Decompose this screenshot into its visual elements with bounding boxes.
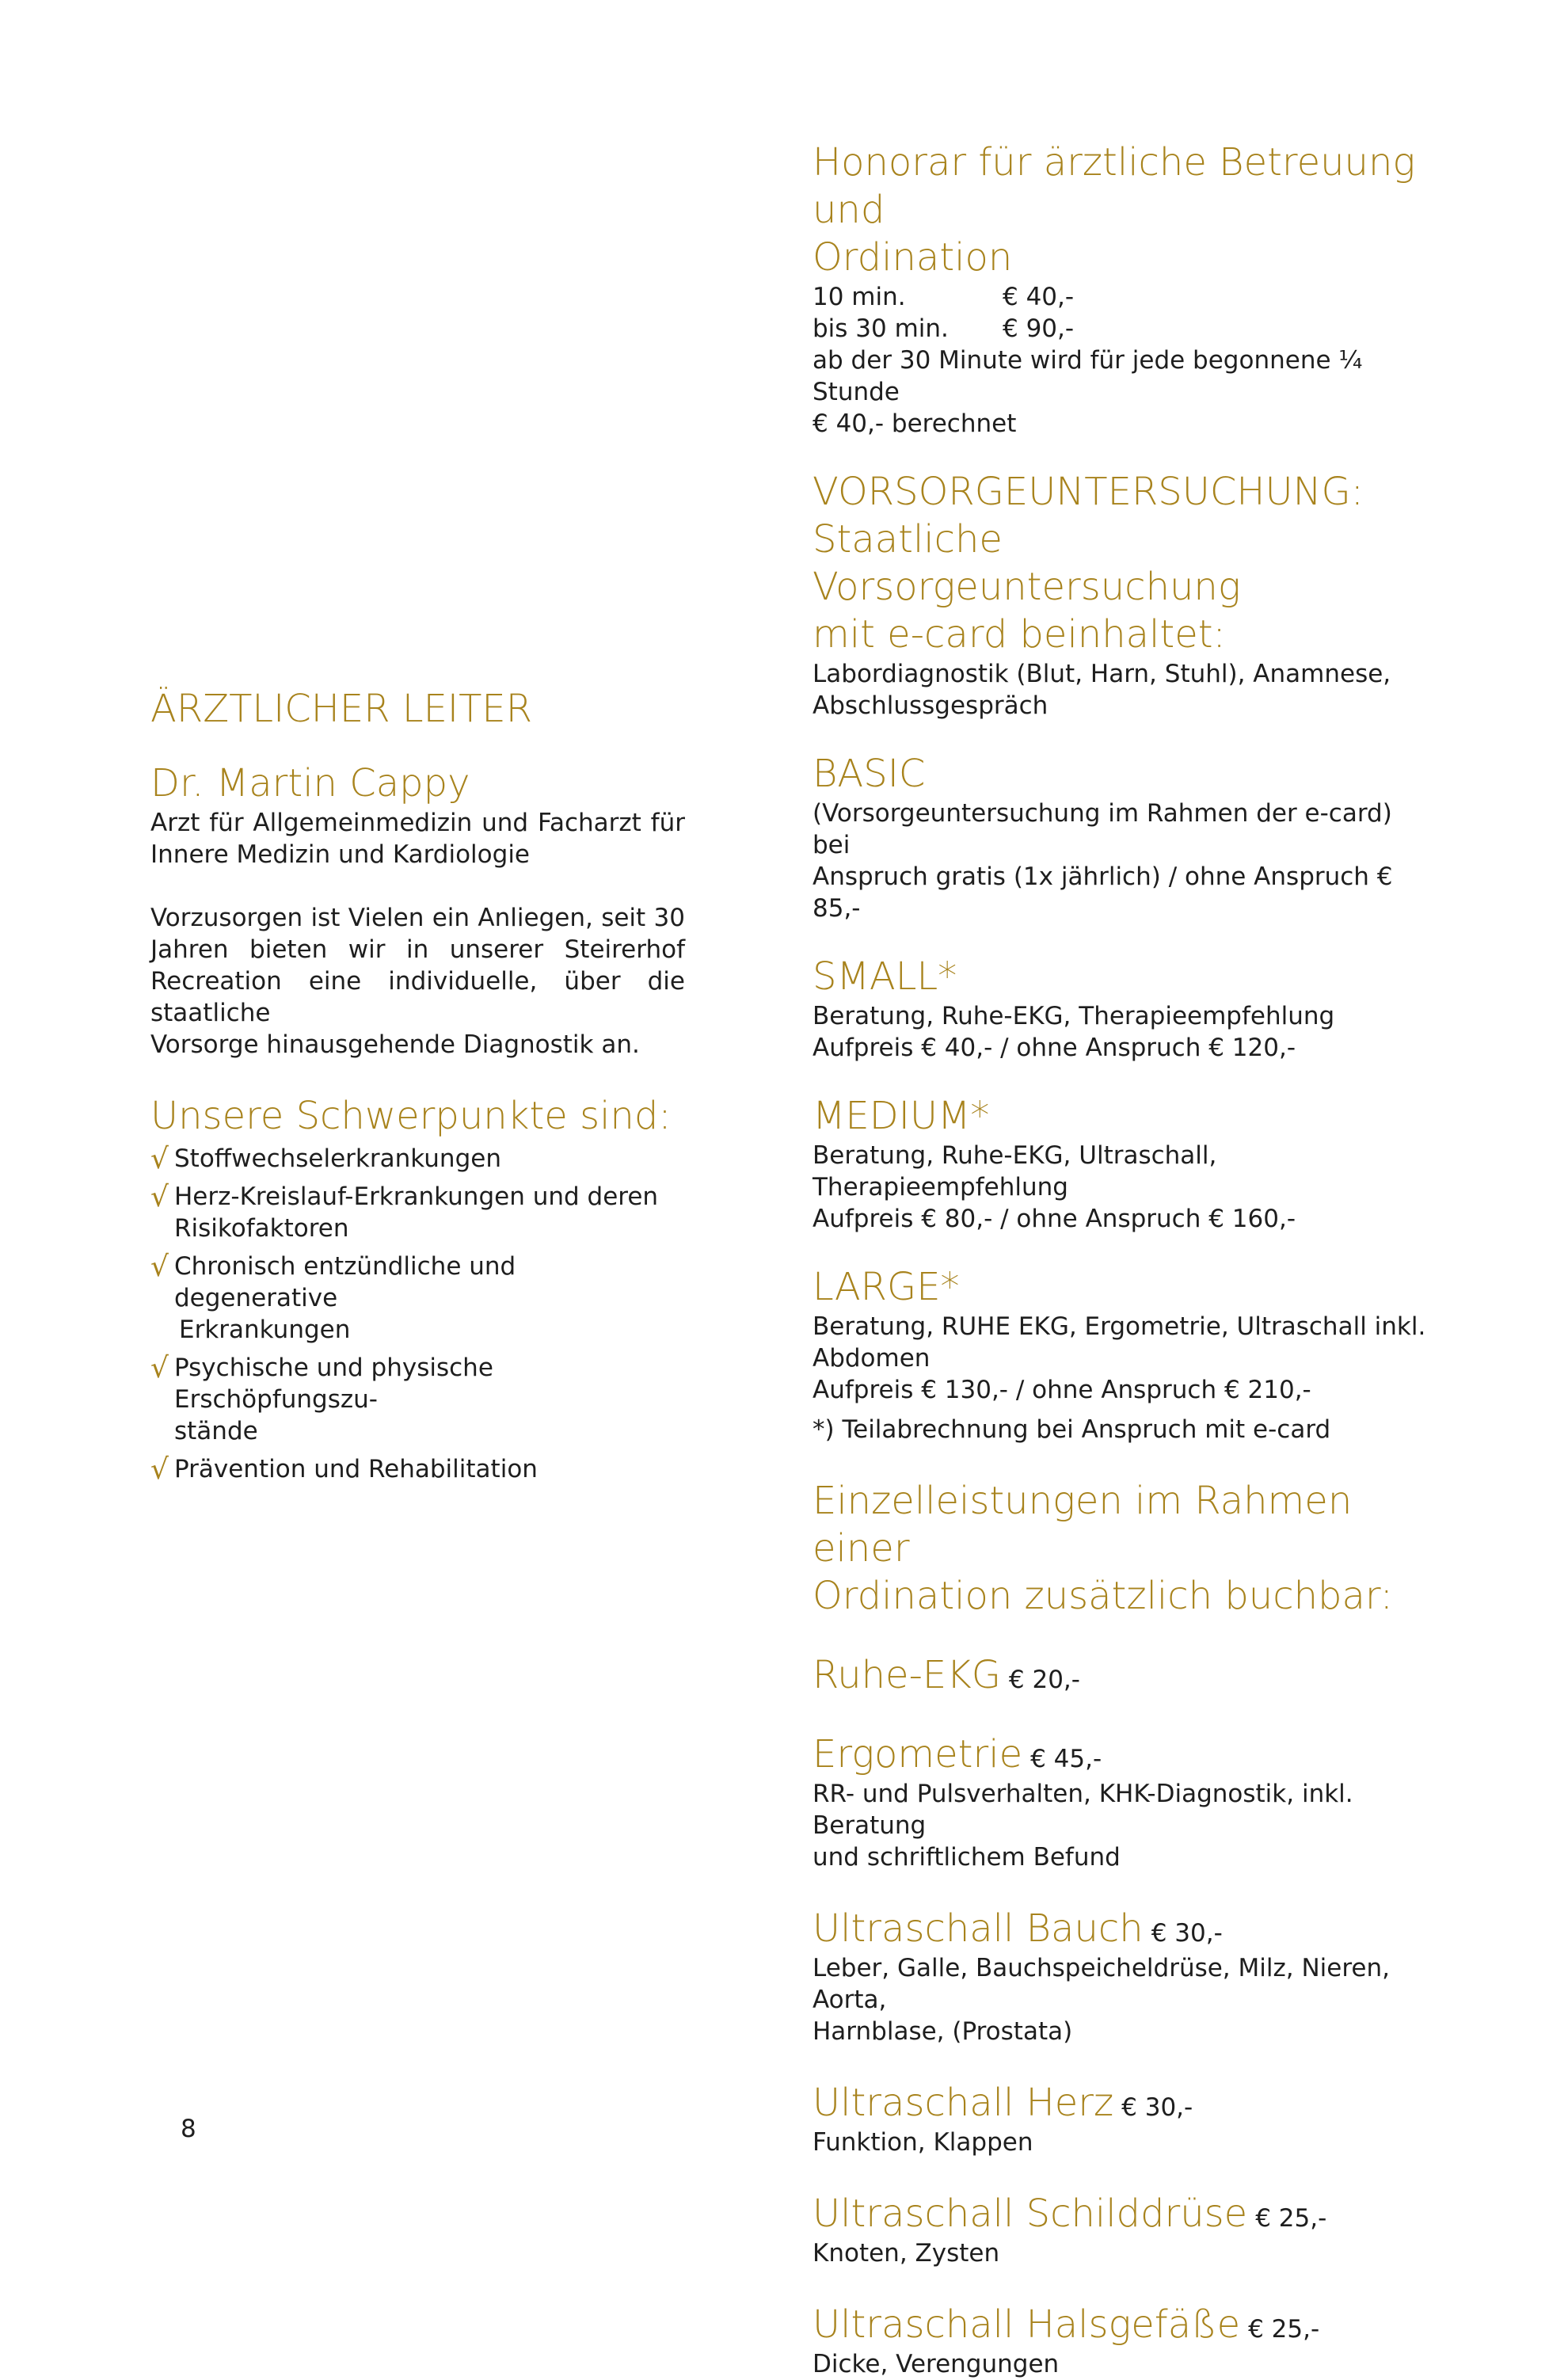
vorsorge-heading: mit e-card beinhaltet: — [813, 612, 1226, 657]
checkmark-icon: √ — [150, 1251, 169, 1283]
service-text: RR- und Pulsverhalten, KHK-Diagnostik, inkl. Beratung — [813, 1780, 1353, 1840]
vorsorge-text: Labordiagnostik (Blut, Harn, Stuhl), Anamnese, — [813, 660, 1391, 688]
left-column — [150, 685, 685, 1491]
intro-line: Vorzusorgen ist Vielen ein Anliegen, seit 30 — [150, 904, 685, 932]
service-item — [813, 1731, 1430, 1873]
service-title: Ultraschall Bauch — [813, 1906, 1144, 1951]
list-item: √ Stoffwechselerkrankungen — [150, 1143, 501, 1175]
footnote: *) Teilabrechnung bei Anspruch mit e-card — [813, 1415, 1331, 1444]
service-price: € 30,- — [1151, 1919, 1223, 1948]
extras-heading: Ordination zusätzlich buchbar: — [813, 1574, 1393, 1618]
doctor-title-line: Innere Medizin und Kardiologie — [150, 840, 531, 869]
service-item — [813, 1651, 1430, 1699]
fee-note: ab der 30 Minute wird für jede begonnene ¼ Stunde — [813, 346, 1363, 406]
package-text: Aufpreis € 40,- / ohne Anspruch € 120,- — [813, 1034, 1296, 1062]
focus-heading: Unsere Schwerpunkte sind: — [150, 1094, 672, 1138]
service-item — [813, 1905, 1430, 2047]
service-text: Leber, Galle, Bauchspeicheldrüse, Milz, Nieren, Aorta, — [813, 1954, 1390, 2014]
intro-line: Recreation eine individuelle, über die staatliche — [150, 967, 685, 1027]
fee-heading: Honorar für ärztliche Betreuung und — [813, 140, 1416, 232]
package-title: SMALL* — [813, 954, 957, 999]
list-item: √ Psychische und physische Erschöpfungszu- stände — [150, 1352, 493, 1445]
package-text: Abdomen — [813, 1344, 931, 1373]
service-title: Ultraschall Halsgefäße — [813, 2302, 1241, 2347]
package-text: Aufpreis € 130,- / ohne Anspruch € 210,- — [813, 1376, 1311, 1404]
service-text: Funktion, Klappen — [813, 2128, 1033, 2157]
service-item — [813, 2301, 1430, 2380]
intro-line: Jahren bieten wir in unserer Steirerhof — [150, 935, 685, 964]
right-column — [813, 139, 1430, 2380]
page-number: 8 — [181, 2115, 196, 2143]
service-price: € 20,- — [1008, 1666, 1080, 1694]
package-text: Aufpreis € 80,- / ohne Anspruch € 160,- — [813, 1205, 1296, 1233]
checkmark-icon: √ — [150, 1181, 169, 1213]
fee-note: € 40,- berechnet — [813, 409, 1017, 438]
intro-paragraph — [150, 902, 685, 1061]
doctor-name: Dr. Martin Cappy — [150, 761, 470, 805]
vorsorge-heading: Staatliche Vorsorgeuntersuchung — [813, 517, 1241, 609]
extras-heading: Einzelleistungen im Rahmen einer — [813, 1479, 1353, 1571]
package-title: MEDIUM* — [813, 1094, 990, 1138]
doctor-title-line: Arzt für Allgemeinmedizin und Facharzt für — [150, 809, 685, 837]
vorsorge-text: Abschlussgespräch — [813, 691, 1049, 720]
service-text: und schriftlichem Befund — [813, 1843, 1121, 1872]
service-title: Ruhe-EKG — [813, 1653, 1001, 1697]
list-item: √ Prävention und Rehabilitation — [150, 1453, 538, 1486]
service-item — [813, 2190, 1430, 2269]
list-item: √ Chronisch entzündliche und degenerative Erkrankungen — [150, 1251, 516, 1344]
leader-heading: ÄRZTLICHER LEITER — [150, 687, 533, 731]
intro-line: Vorsorge hinausgehende Diagnostik an. — [150, 1030, 640, 1059]
service-title: Ergometrie — [813, 1732, 1023, 1776]
package-text: (Vorsorgeuntersuchung im Rahmen der e-card) bei — [813, 799, 1392, 859]
package-text: Beratung, RUHE EKG, Ergometrie, Ultraschall inkl. — [813, 1312, 1426, 1341]
fee-row: bis 30 min. € 90,- — [813, 314, 1075, 343]
service-item — [813, 2079, 1430, 2158]
service-price: € 45,- — [1030, 1745, 1102, 1773]
checkmark-icon: √ — [150, 1453, 169, 1486]
vorsorge-heading: VORSORGEUNTERSUCHUNG: — [813, 470, 1364, 514]
service-title: Ultraschall Herz — [813, 2081, 1114, 2125]
package-title: BASIC — [813, 752, 926, 796]
service-price: € 25,- — [1255, 2204, 1327, 2233]
service-text: Knoten, Zysten — [813, 2239, 1000, 2268]
service-text: Harnblase, (Prostata) — [813, 2017, 1073, 2046]
package-text: Beratung, Ruhe-EKG, Ultraschall, Therapieempfehlung — [813, 1141, 1217, 1201]
fee-heading: Ordination — [813, 235, 1013, 280]
package-text: Beratung, Ruhe-EKG, Therapieempfehlung — [813, 1002, 1335, 1030]
package-title: LARGE* — [813, 1265, 960, 1309]
list-item: √ Herz-Kreislauf-Erkrankungen und deren Risikofaktoren — [150, 1181, 659, 1243]
service-text: Dicke, Verengungen — [813, 2350, 1060, 2378]
checkmark-icon: √ — [150, 1352, 169, 1384]
service-price: € 25,- — [1248, 2315, 1320, 2344]
checkmark-icon: √ — [150, 1143, 169, 1175]
service-price: € 30,- — [1121, 2093, 1193, 2122]
package-text: Anspruch gratis (1x jährlich) / ohne Anspruch € 85,- — [813, 863, 1393, 923]
service-title: Ultraschall Schilddrüse — [813, 2192, 1248, 2236]
focus-list — [150, 1143, 685, 1485]
fee-row: 10 min. € 40,- — [813, 283, 1075, 311]
